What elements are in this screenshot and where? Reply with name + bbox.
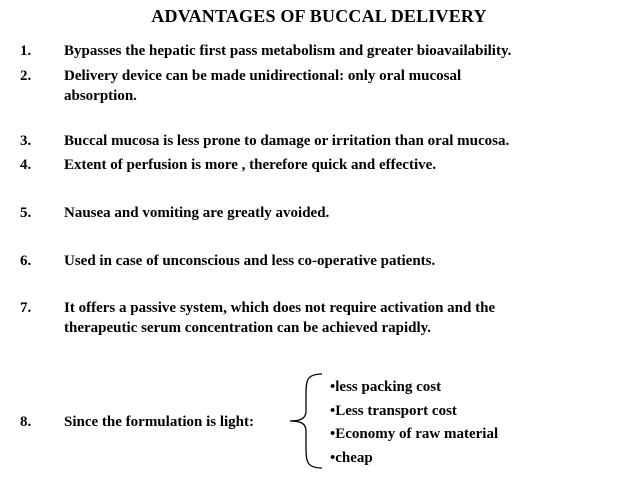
curly-brace-icon — [284, 371, 330, 471]
list-item-line: Bypasses the hepatic first pass metabolism and greater bioavailability. — [64, 43, 512, 59]
list-item-number: 3. — [20, 133, 32, 149]
list-item-number: 8. — [20, 414, 32, 430]
list-item-line: Extent of perfusion is more , therefore quick and effective. — [64, 157, 437, 173]
list-item-number: 4. — [20, 157, 32, 173]
list-item-text — [64, 203, 624, 223]
list-item-line: therapeutic serum concentration can be achieved rapidly. — [64, 320, 432, 336]
list-item-text — [64, 131, 624, 151]
list-item-text — [64, 155, 624, 175]
list-item-number: 1. — [20, 43, 32, 59]
list-item-text — [64, 298, 624, 338]
list-item-number: 7. — [20, 300, 32, 316]
list-item-line: absorption. — [64, 88, 137, 104]
list-item-text — [64, 41, 624, 61]
list-item-text — [64, 66, 624, 106]
list-item-line: Since the formulation is light: — [64, 414, 254, 430]
list-item-line: Used in case of unconscious and less co-operative patients. — [64, 253, 436, 269]
list-item-number: 6. — [20, 253, 32, 269]
list-item-line: Buccal mucosa is less prone to damage or irritation than oral mucosa. — [64, 133, 510, 149]
sub-bullet-item: •Less transport cost — [330, 402, 457, 419]
sub-bullet-item: •less packing cost — [330, 379, 442, 395]
page-title: ADVANTAGES OF BUCCAL DELIVERY — [151, 6, 487, 26]
list-item-line: It offers a passive system, which does not require activation and the — [64, 300, 496, 316]
sub-bullet-list — [330, 376, 498, 470]
list-item-line: Delivery device can be made unidirectional: only oral mucosal — [64, 68, 462, 84]
list-item-number: 5. — [20, 205, 32, 221]
sub-bullet-item: •cheap — [330, 449, 373, 466]
list-item-text — [64, 251, 624, 271]
list-item-number: 2. — [20, 68, 32, 84]
sub-bullet-item: •Economy of raw material — [330, 426, 499, 442]
list-item-line: Nausea and vomiting are greatly avoided. — [64, 205, 330, 221]
